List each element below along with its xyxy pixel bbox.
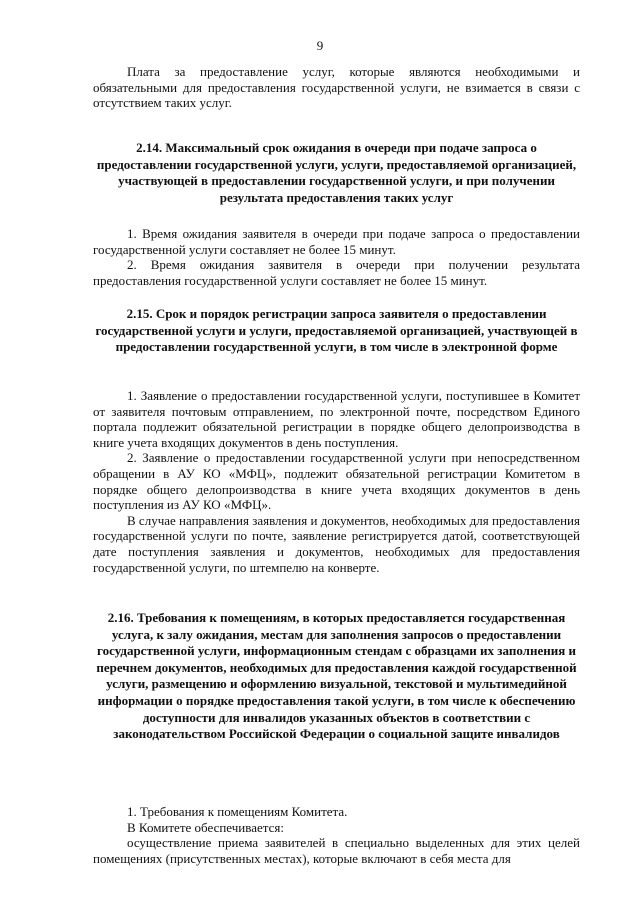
intro-paragraph-block [93,64,580,111]
section-2-16-heading: 2.16. Требования к помещениям, в которых предоставляется государственная услуга, к залу ожидания, местам для заполнения запросов о предоставлении государственной услуги, информационным стендам с образцами их заполнения и перечнем документов, необходимых для предоставления каждой государственной услуги, размещению и оформлению визуальной, текстовой и мультимедийной информации о порядке предоставления такой услуги, в том числе к обеспечению доступности для инвалидов указанных объектов в соответствии с законодательством Российской Федерации о социальной защите инвалидов [96,610,577,742]
paragraph: 1. Время ожидания заявителя в очереди при подаче запроса о предоставлении государственной услуги составляет не более 15 минут. [93,226,580,257]
section-2-14-heading: 2.14. Максимальный срок ожидания в очереди при подаче запроса о предоставлении государственной услуги, услуги, предоставляемой организацией, участвующей в предоставлении государственной услуги, и при получении результата предоставления таких услуг [96,140,577,205]
paragraph: 1. Требования к помещениям Комитета. [127,804,348,819]
section-2-14-heading-block [93,140,580,206]
section-2-15-heading: 2.15. Срок и порядок регистрации запроса заявителя о предоставлении государственной услуги и услуги, предоставляемой организацией, участвующей в предоставлении государственной услуги, в том числе в электронной форме [95,306,578,355]
section-2-15-body [93,388,580,575]
section-2-15-heading-block [93,306,580,356]
section-2-16-body [93,804,580,866]
paragraph: В случае направления заявления и документов, необходимых для предоставления государственной услуги по почте, заявление регистрируется датой, соответствующей дате поступления заявления и документов, необходимых для предоставления государственной услуги, по штемпелю на конверте. [93,512,580,575]
paragraph: 1. Заявление о предоставлении государственной услуги, поступившее в Комитет от заявителя почтовым отправлением, по электронной почте, посредством Единого портала подлежит обязательной регистрации в порядке общего делопроизводства в книге учета входящих документов в день поступления. [93,388,580,450]
paragraph: 2. Заявление о предоставлении государственной услуги при непосредственном обращении в АУ КО «МФЦ», подлежит обязательной регистрации Комитетом в порядке общего делопроизводства в книге учета входящих документов в день поступления из АУ КО «МФЦ». [93,450,580,513]
section-2-16-heading-block [93,610,580,743]
section-2-14-body [93,226,580,288]
intro-paragraph: Плата за предоставление услуг, которые являются необходимыми и обязательными для предоставления государственной услуги, не взимается в связи с отсутствием таких услуг. [93,64,580,111]
paragraph: В Комитете обеспечивается: [127,819,284,835]
paragraph: 2. Время ожидания заявителя в очереди при получении результата предоставления государственной услуги составляет не более 15 минут. [93,257,580,288]
paragraph: осуществление приема заявителей в специально выделенных для этих целей помещениях (присутственных местах), которые включают в себя места для [93,835,580,866]
page-number: 9 [316,38,324,53]
